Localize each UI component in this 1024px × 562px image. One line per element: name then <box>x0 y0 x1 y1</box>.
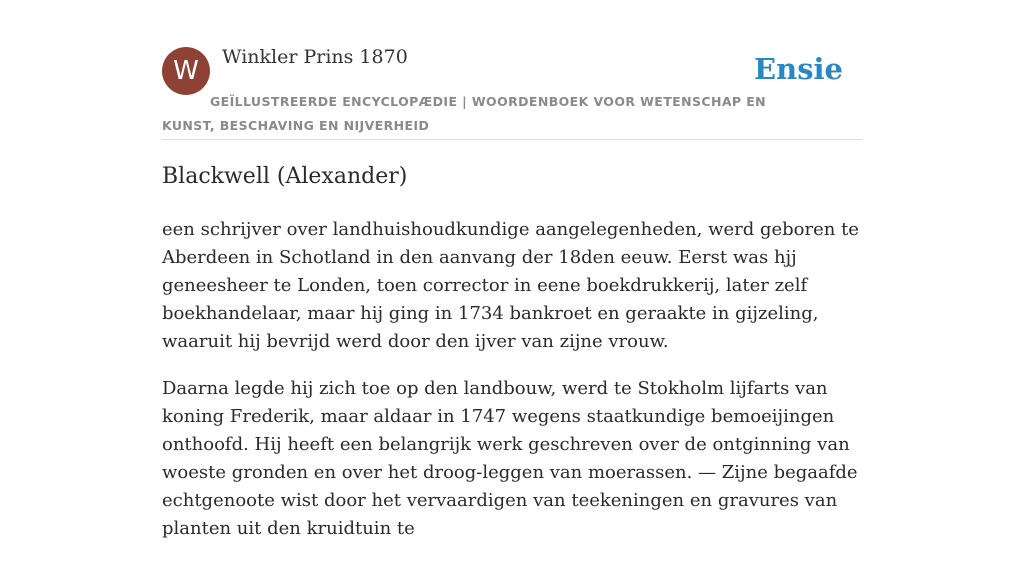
ensie-logo[interactable]: Ensie <box>754 52 843 86</box>
entry-body <box>162 216 862 562</box>
body-paragraph: een schrijver over landhuishoudkundige aangelegenheden, werd geboren te Aberdeen in Schotland in den aanvang der 18den eeuw. Eerst was hjj geneesheer te Londen, toen corrector in eene boekdrukkerij, later zelf boekhandelaar, maar hij ging in 1734 bankroet en geraakte in gijzeling, waaruit hij bevrijd werd door den ijver van zijne vrouw. <box>162 219 859 352</box>
source-header <box>162 0 862 140</box>
source-avatar[interactable]: W <box>162 47 210 95</box>
entry-title: Blackwell (Alexander) <box>162 164 408 189</box>
source-subtitle: GEÏLLUSTREERDE ENCYCLOPÆDIE | WOORDENBOEK VOOR WETENSCHAP EN KUNST, BESCHAVING EN NIJVERHEID <box>162 94 767 133</box>
source-title-link[interactable]: Winkler Prins 1870 <box>222 46 408 68</box>
entry-card <box>162 0 862 539</box>
body-paragraph: Daarna legde hij zich toe op den landbouw, werd te Stokholm lijfarts van koning Frederik, maar aldaar in 1747 wegens staatkundige bemoeijingen onthoofd. Hij heeft een belangrijk werk geschreven over de ontginning van woeste gronden en over het droog-leggen van moerassen. — Zijne begaafde echtgenoote wist door het vervaardigen van teekeningen en gravures van planten uit den kruidtuin te <box>162 378 858 539</box>
